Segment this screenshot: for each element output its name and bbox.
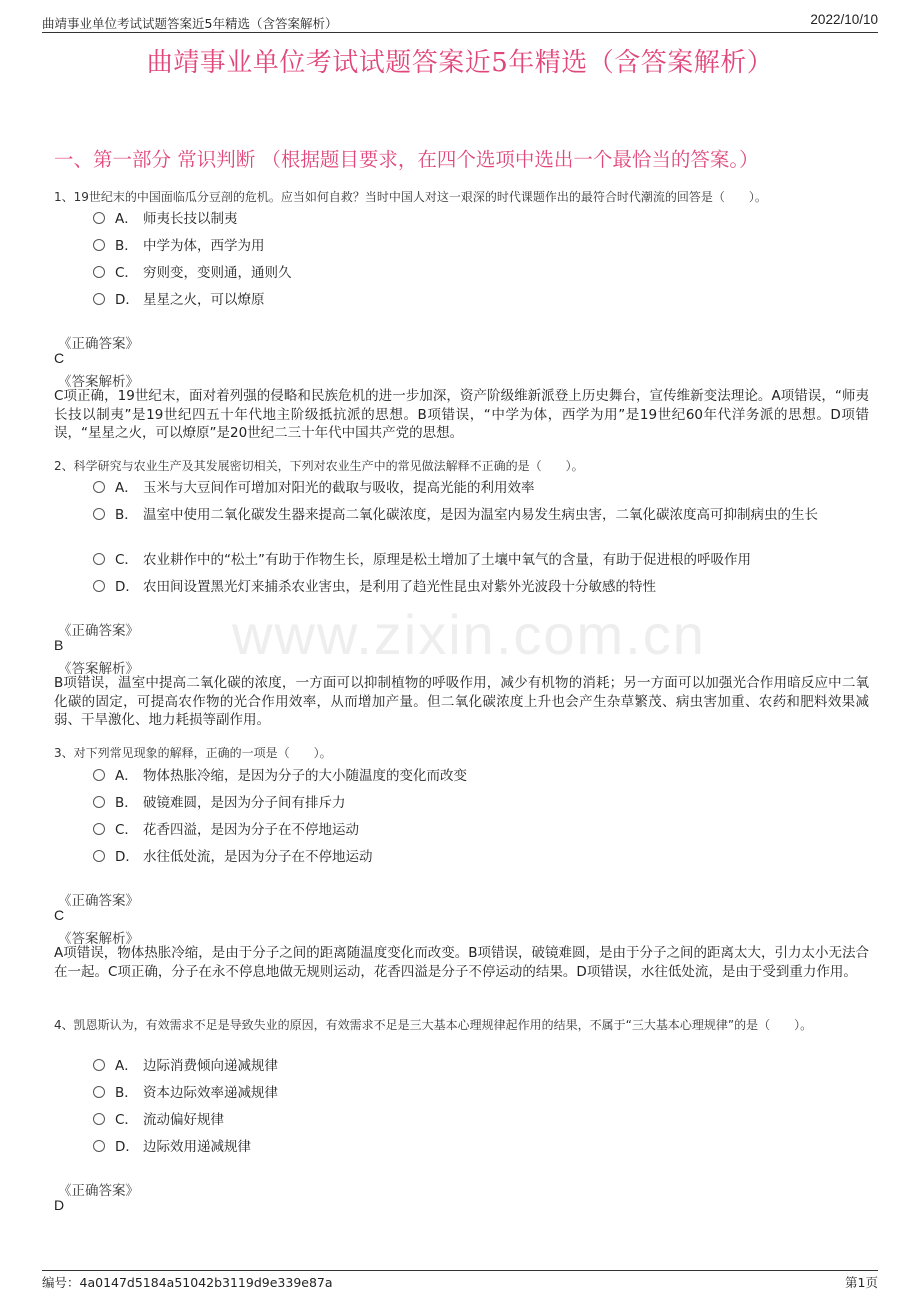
explanation-label: 《答案解析》 xyxy=(58,931,139,947)
question-stem: 3、对下列常见现象的解释，正确的一项是（ ）。 xyxy=(54,746,332,760)
radio-icon[interactable] xyxy=(93,1059,105,1071)
option-a[interactable]: A． 物体热胀冷缩，是因为分子的大小随温度的变化而改变 xyxy=(93,762,873,790)
option-b[interactable]: B． 中学为体，西学为用 xyxy=(93,232,873,260)
document-title: 曲靖事业单位考试试题答案近5年精选（含答案解析） xyxy=(146,48,774,78)
option-c[interactable]: C． 流动偏好规律 xyxy=(93,1106,873,1134)
explanation-label: 《答案解析》 xyxy=(58,374,139,390)
option-c[interactable]: C． 穷则变，变则通，通则久 xyxy=(93,259,873,287)
option-b[interactable]: B． 破镜难圆，是因为分子间有排斥力 xyxy=(93,789,873,817)
question-stem: 2、科学研究与农业生产及其发展密切相关，下列对农业生产中的常见做法解释不正确的是（ ）。 xyxy=(54,459,584,473)
option-c[interactable]: C． 农业耕作中的“松土”有助于作物生长，原理是松土增加了土壤中氧气的含量，有助于促进根的呼吸作用 xyxy=(93,546,873,574)
explanation-text: B项错误，温室中提高二氧化碳的浓度，一方面可以抑制植物的呼吸作用，减少有机物的消耗；另一方面可以加强光合作用暗反应中二氧化碳的固定，可提高农作物的光合作用效率，从而增加产量。但二氧化碳浓度上升也会产生杂草繁茂、病虫害加重、农药和肥料效果减弱、干旱激化、地力耗损等副作用。 xyxy=(54,675,869,728)
answer-label: 《正确答案》 xyxy=(58,336,139,352)
answer-label: 《正确答案》 xyxy=(58,1183,139,1199)
radio-icon[interactable] xyxy=(93,580,105,592)
correct-answer: B xyxy=(54,637,64,653)
radio-icon[interactable] xyxy=(93,1086,105,1098)
radio-icon[interactable] xyxy=(93,796,105,808)
correct-answer: D xyxy=(54,1197,65,1213)
radio-icon[interactable] xyxy=(93,266,105,278)
option-b[interactable]: B． 温室中使用二氧化碳发生器来提高二氧化碳浓度，是因为温室内易发生病虫害，二氧化碳浓度高可抑制病虫的生长 xyxy=(93,501,873,527)
explanation-label: 《答案解析》 xyxy=(58,661,139,677)
option-c[interactable]: C． 花香四溢，是因为分子在不停地运动 xyxy=(93,816,873,844)
explanation-text: C项正确，19世纪末，面对着列强的侵略和民族危机的进一步加深，资产阶级维新派登上历史舞台，宣传维新变法理论。A项错误，“师夷长技以制夷”是19世纪四五十年代地主阶级抵抗派的思想。B项错误，“中学为体，西学为用”是19世纪60年代洋务派的思想。D项错误，“星星之火，可以燎原”是20世纪二三十年代中国共产党的思想。 xyxy=(54,388,869,441)
radio-icon[interactable] xyxy=(93,212,105,224)
answer-label: 《正确答案》 xyxy=(58,893,139,909)
page-footer xyxy=(42,1270,878,1293)
option-a[interactable]: A． 玉米与大豆间作可增加对阳光的截取与吸收，提高光能的利用效率 xyxy=(93,474,873,502)
section-title: 一、第一部分 常识判断 （根据题目要求，在四个选项中选出一个最恰当的答案。） xyxy=(54,148,759,171)
option-a[interactable]: A． 边际消费倾向递减规律 xyxy=(93,1052,873,1080)
radio-icon[interactable] xyxy=(93,293,105,305)
radio-icon[interactable] xyxy=(93,1140,105,1152)
radio-icon[interactable] xyxy=(93,769,105,781)
radio-icon[interactable] xyxy=(93,481,105,493)
page-number: 第1页 xyxy=(845,1275,878,1290)
question-stem: 1、19世纪末的中国面临瓜分豆剖的危机。应当如何自救？当时中国人对这一艰深的时代课题作出的最符合时代潮流的回答是（ ）。 xyxy=(54,190,767,204)
header-doc-title: 曲靖事业单位考试试题答案近5年精选（含答案解析） xyxy=(42,16,338,31)
radio-icon[interactable] xyxy=(93,553,105,565)
question-stem: 4、凯恩斯认为，有效需求不足是导致失业的原因，有效需求不足是三大基本心理规律起作用的结果，不属于“三大基本心理规律”的是（ ）。 xyxy=(54,1018,813,1032)
radio-icon[interactable] xyxy=(93,850,105,862)
document-code: 编号：4a0147d5184a51042b3119d9e339e87a xyxy=(42,1275,333,1290)
option-a[interactable]: A． 师夷长技以制夷 xyxy=(93,205,873,233)
correct-answer: C xyxy=(54,350,65,366)
option-b[interactable]: B． 资本边际效率递减规律 xyxy=(93,1079,873,1107)
radio-icon[interactable] xyxy=(93,1113,105,1125)
header-date: 2022/10/10 xyxy=(810,12,878,27)
answer-label: 《正确答案》 xyxy=(58,623,139,639)
radio-icon[interactable] xyxy=(93,823,105,835)
explanation-text: A项错误，物体热胀冷缩，是由于分子之间的距离随温度变化而改变。B项错误，破镜难圆，是由于分子之间的距离太大，引力太小无法合在一起。C项正确，分子在永不停息地做无规则运动，花香四溢是分子不停运动的结果。D项错误，水往低处流，是由于受到重力作用。 xyxy=(54,945,869,980)
watermark: www.zixin.com.cn xyxy=(232,603,706,666)
radio-icon[interactable] xyxy=(93,239,105,251)
radio-icon[interactable] xyxy=(93,508,105,520)
option-d[interactable]: D． 水往低处流，是因为分子在不停地运动 xyxy=(93,843,873,871)
correct-answer: C xyxy=(54,907,65,923)
option-d[interactable]: D． 星星之火，可以燎原 xyxy=(93,286,873,314)
option-d[interactable]: D． 农田间设置黑光灯来捕杀农业害虫，是利用了趋光性昆虫对紫外光波段十分敏感的特性 xyxy=(93,573,873,601)
option-d[interactable]: D． 边际效用递减规律 xyxy=(93,1133,873,1161)
page-header xyxy=(42,10,878,33)
